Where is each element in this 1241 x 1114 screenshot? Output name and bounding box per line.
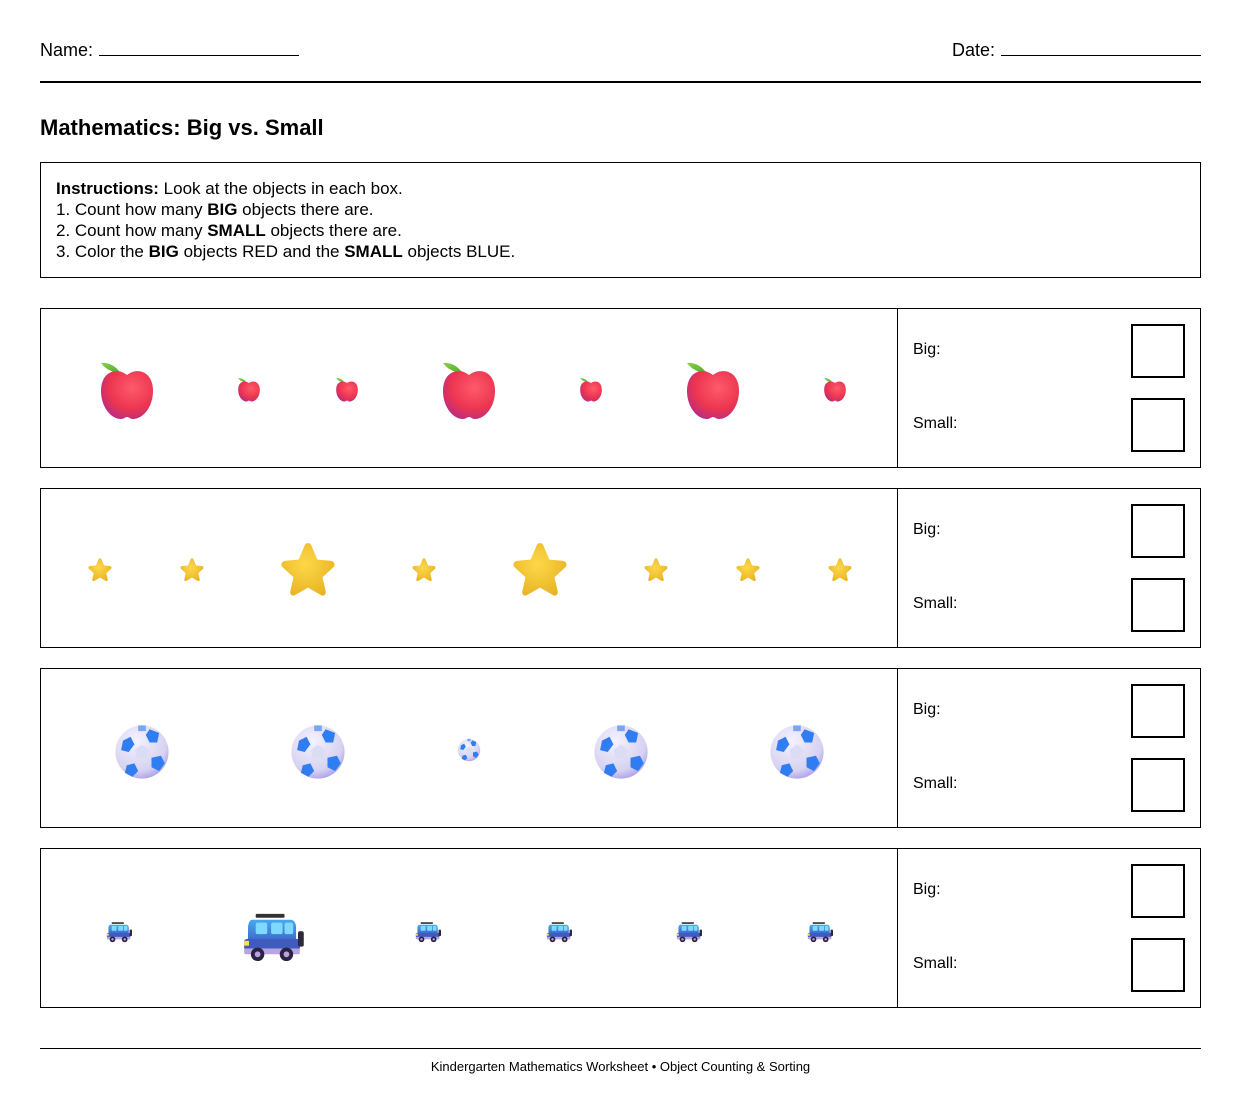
car-small-icon[interactable]	[415, 921, 441, 943]
step3-bold-small: SMALL	[344, 242, 403, 261]
instruction-step-3	[56, 241, 1185, 262]
apple-small-icon[interactable]	[823, 376, 848, 403]
apple-small-icon[interactable]	[335, 376, 360, 403]
objects-area	[41, 309, 898, 467]
star-small-icon[interactable]	[179, 557, 206, 584]
objects-area	[41, 489, 898, 647]
name-field	[40, 38, 299, 61]
answers-area	[898, 849, 1200, 1007]
star-big-icon[interactable]	[509, 539, 571, 601]
objects-area	[41, 849, 898, 1007]
footer-text: Kindergarten Mathematics Worksheet • Object Counting & Sorting	[430, 1059, 811, 1074]
step2-bold: SMALL	[207, 221, 266, 240]
apple-big-icon[interactable]	[439, 357, 499, 421]
soccer-ball-big-icon[interactable]	[769, 724, 826, 781]
star-small-icon[interactable]	[735, 557, 762, 584]
star-small-icon[interactable]	[411, 557, 438, 584]
soccer-ball-small-icon[interactable]	[457, 738, 481, 762]
star-small-icon[interactable]	[643, 557, 670, 584]
apple-big-icon[interactable]	[683, 357, 743, 421]
header-divider	[40, 81, 1201, 83]
big-count-box[interactable]	[1131, 504, 1185, 558]
car-small-icon[interactable]	[546, 921, 572, 943]
name-label: Name:	[40, 40, 94, 60]
instructions-box	[40, 162, 1201, 278]
apple-big-icon[interactable]	[97, 357, 157, 421]
answers-area	[898, 309, 1200, 467]
answers-area	[898, 489, 1200, 647]
car-big-icon[interactable]	[242, 912, 304, 962]
small-count-box[interactable]	[1131, 758, 1185, 812]
small-label: Small:	[913, 775, 958, 792]
date-field	[952, 38, 1201, 61]
soccer-ball-big-icon[interactable]	[290, 724, 347, 781]
objects-area	[41, 669, 898, 827]
step3-mid: objects RED and the	[178, 242, 345, 261]
big-count-box[interactable]	[1131, 324, 1185, 378]
big-count-box[interactable]	[1131, 864, 1185, 918]
star-small-icon[interactable]	[87, 557, 114, 584]
step2-post: objects there are.	[265, 221, 402, 240]
big-label: Big:	[913, 341, 941, 358]
small-label: Small:	[913, 955, 958, 972]
star-big-icon[interactable]	[277, 539, 339, 601]
step1-bold: BIG	[207, 200, 238, 219]
small-label: Small:	[913, 415, 958, 432]
star-small-icon[interactable]	[827, 557, 854, 584]
footer-divider	[40, 1048, 1201, 1049]
header-row	[40, 38, 1201, 62]
apple-small-icon[interactable]	[237, 376, 262, 403]
small-count-box[interactable]	[1131, 398, 1185, 452]
instructions-heading: Instructions:	[56, 179, 159, 198]
answers-area	[898, 669, 1200, 827]
small-count-box[interactable]	[1131, 938, 1185, 992]
instruction-step-1	[56, 199, 1185, 220]
date-label: Date:	[951, 40, 995, 60]
big-count-box[interactable]	[1131, 684, 1185, 738]
step2-pre: 2. Count how many	[56, 221, 208, 240]
instructions-lead-text: Look at the objects in each box.	[158, 179, 403, 198]
step3-bold-big: BIG	[148, 242, 179, 261]
car-small-icon[interactable]	[807, 921, 833, 943]
step3-post: objects BLUE.	[402, 242, 516, 261]
big-label: Big:	[913, 881, 941, 898]
step1-pre: 1. Count how many	[56, 200, 208, 219]
date-blank-line[interactable]	[1001, 38, 1201, 56]
apple-small-icon[interactable]	[579, 376, 604, 403]
soccer-ball-big-icon[interactable]	[114, 724, 171, 781]
small-count-box[interactable]	[1131, 578, 1185, 632]
big-label: Big:	[913, 701, 941, 718]
car-small-icon[interactable]	[106, 921, 132, 943]
small-label: Small:	[913, 595, 958, 612]
instruction-step-2	[56, 220, 1185, 241]
step1-post: objects there are.	[237, 200, 374, 219]
name-blank-line[interactable]	[99, 38, 299, 56]
task-cars	[40, 848, 1201, 1008]
task-stars	[40, 488, 1201, 648]
instructions-lead	[56, 178, 1185, 199]
big-label: Big:	[913, 521, 941, 538]
soccer-ball-big-icon[interactable]	[593, 724, 650, 781]
task-soccer-balls	[40, 668, 1201, 828]
task-apples	[40, 308, 1201, 468]
step3-pre: 3. Color the	[56, 242, 149, 261]
car-small-icon[interactable]	[676, 921, 702, 943]
page-title: Mathematics: Big vs. Small	[40, 115, 324, 140]
